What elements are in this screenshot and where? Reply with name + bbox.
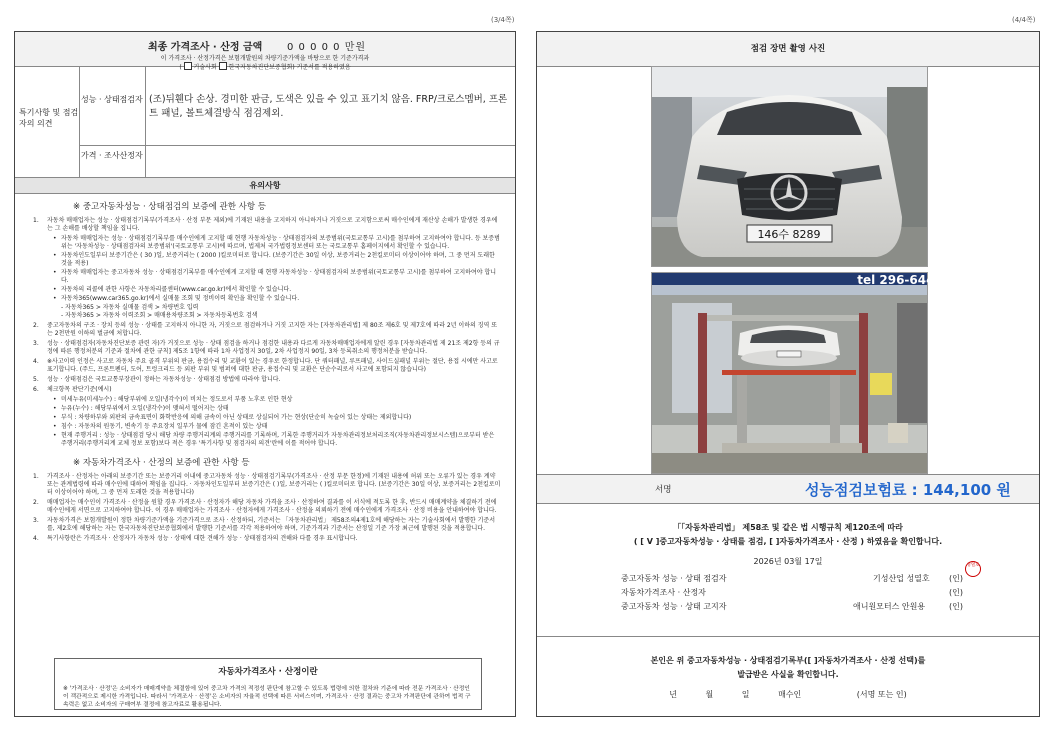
section2-heading: ※ 자동차가격조사 · 산정의 보증에 관한 사항 등	[73, 458, 250, 468]
day-label: 일	[741, 690, 750, 699]
list-subitem: • 부식 : 차량하부와 외판의 금속표면이 화학반응에 의해 금속이 아닌 상태로 상실되어 가는 현상(단순히 녹슬어 있는 상태는 제외합니다)	[53, 414, 412, 421]
perf-opinion-text: (조)뒤휀다 손상. 경미한 판금, 도색은 있을 수 있고 표기치 않음. FRP/크로스멤버, 프론트 패널, 볼트체결방식 점검제외.	[149, 94, 508, 119]
month-label: 월	[705, 690, 714, 699]
notifier-seal-mark: (인)	[949, 602, 963, 611]
opinion-label: 특기사항 및 점검자의 의견	[19, 108, 79, 128]
perf-label: 성능 · 상태점검자	[81, 95, 143, 104]
list-item: 4. ※사고이력 인정은 사고로 자동차 주요 골격 부위의 판금, 용접수리 및 교환이 있는 경우로 한정합니다. 단 쿼터패널, 루프패널, 사이드실패널 부위는 절단, 용접 시에만 사고로 표기합니다. (주드, 프론트펜더, 도어, 트렁크리드 등 외판 부위 및 범퍼에 대한 판금, 용접수리 및 교환은 단순수리로서 사고에 포함되지 않습니다)	[33, 358, 498, 373]
section1-heading: ※ 중고자동차성능 · 상태점검의 보증에 관한 사항 등	[73, 202, 266, 212]
inspector-seal-mark: (인)	[949, 574, 963, 583]
price-title: 최종 가격조사 · 산정 금액	[148, 42, 263, 53]
pricing-definition-text: ※ '가격조사 · 산정'은 소비자가 매매계약을 체결함에 있어 중고차 가격의 적정성 판단에 참고할 수 있도록 법령에 의한 절차와 기준에 따라 전문 가격조사 · 산정인이 객관적으로 제시한 가격입니다. 따라서 '가격조사 · 산정'은 소비자의 자율적 선택에 따른 서비스이며, 가격조사 · 산정 결과는 중고차 가격판단에 관하여 법적 구속력은 없고 소비자의 구매여부 결정에 참고자료로 활용됩니다.	[63, 686, 471, 708]
buyer-sign-line	[537, 689, 1039, 700]
section2-list	[33, 473, 501, 543]
law-statement-line1: 「「자동차관리법」 제58조 및 같은 법 시행규칙 제120조에 따라	[673, 523, 903, 532]
price-row	[79, 145, 515, 177]
list-item: 4. 특기사항란은 가격조사 · 산정자가 자동차 성능 · 상태에 대한 견해가 성능 · 상태점검자의 견해와 다를 경우 표시합니다.	[33, 535, 358, 542]
list-subitem: • 자동차인도일부터 보증기간은 ( 30 )일, 보증거리는 ( 2000 )킬로미터로 합니다. (보증기간은 30일 이상, 보증거리는 2천킬로미터 이상이어야 하며, 그 중 먼저 도래한 것을 적용)	[53, 252, 495, 267]
list-item: 1. 자동차 매매업자는 성능 · 상태점검기록부(가격조사 · 산정 부문 제외)에 기재된 내용을 고지하지 아니하거나 거짓으로 고지함으로써 매수인에게 재산상 손해가 발생한 경우에는 그 손해를 배상할 책임을 집니다.	[33, 217, 498, 232]
photo-section-title: 점검 장면 촬영 사진	[537, 32, 1039, 67]
buyer-signature-field[interactable]: (서명 또는 인)	[856, 690, 907, 699]
list-subitem: • 현재 주행거리 : 성능 · 상태점검 당시 해당 차량 주행거리계의 주행거리를 기록하며, 기록한 주행거리가 자동차관리정보처리조직(자동차관리정보시스템)으로부터 받은 주행거리(주행거리계 교체 정보 포함)보다 적은 경우 '특기사항 및 점검자의 의견'란에 이를 적어야 합니다.	[53, 432, 495, 447]
list-item: 2. 매매업자는 매수인이 가격조사 · 산정을 원할 경우 가격조사 · 산정자가 해당 자동차 가격을 조사 · 산정하여 결과를 이 서식에 적도록 한 후, 반드시 매매계약을 체결하기 전에 매수인에게 서면으로 고지하여야 합니다. 이 경우 매매업자는 가격조사 · 산정자에게 가격조사 · 산정을 의뢰하기 전에 매수인에게 가격조사 · 산정 비용을 안내하여야 합니다.	[33, 499, 497, 514]
list-subitem: • 자동차의 리콜에 관한 사항은 자동차리콜센터(www.car.go.kr)에서 확인할 수 있습니다.	[53, 286, 292, 293]
lift-inspection-photo	[651, 272, 943, 474]
list-subitem: - 자동차365 > 자동차 이력조회 > 매매용차량조회 > 자동차등록번호 검색	[61, 312, 258, 319]
list-subitem: • 자동차 매매업자는 성능 · 상태점검기록부를 매수인에게 고지할 때 현행 자동차성능 · 상태점검자의 보증범위(국토교통부 고시)를 첨부하여 고지하여야 합니다. 등 보증범위는 '자동차성능 · 상태점검자의 보증범위'(국토교통부 고시)에 따르며, 법제처 국가법령정보센터 또는 국토교통부 홈페이지에서 확인할 수 있습니다.	[53, 235, 500, 250]
list-subitem: - 자동차365 > 자동차 실매물 검색 > 차량번호 입력	[61, 304, 199, 311]
notice-title: 유의사항	[15, 178, 515, 194]
insurance-fee: 성능점검보험료 : 144,100 원	[805, 481, 1011, 499]
price-note-line1: 이 가격조사 · 산정가격은 보험개발원의 차량기준가액을 바탕으로 한 기준가격과	[160, 55, 370, 62]
list-subitem: • 침수 : 자동차의 원동기, 변속기 등 주요장치 일부가 물에 잠긴 흔적이 있는 상태	[53, 423, 268, 430]
page-number-left: (3/4쪽)	[491, 16, 515, 24]
list-item: 3. 자동차가격은 보험개발원이 정한 차량기준가액을 기준가격으로 조사 · 산정하되, 기준서는 「자동차관리법」 제58조의4제1호에 해당하는 자는 기술사회에서 발행한 기준서를, 제2호에 해당하는 자는 한국자동차진단보증협회에서 발행한 기준서를 각각 적용하여야 하며, 기준가격과 기준서는 산정일 기준 가장 최근에 발행된 것을 적용합니다.	[33, 517, 496, 532]
option-association: 한국자동차진단보증협회) 기준서를 적용하였음	[228, 64, 351, 71]
price-amount: 0 0 0 0 0 만원	[287, 42, 367, 53]
buyer-confirm-line2: 발급받은 사실을 확인합니다.	[737, 670, 839, 679]
price-label: 가격 · 조사산정자	[81, 151, 143, 160]
inspector-name: 기성산업 성열호	[873, 574, 930, 583]
page-number-right: (4/4쪽)	[1012, 16, 1036, 24]
shop-phone-sign: tel 296-6444	[857, 273, 943, 287]
opinion-section	[15, 67, 515, 178]
right-page	[536, 31, 1040, 717]
role-price-assessor: 자동차가격조사 · 산정자	[621, 588, 706, 597]
list-item: 1. 가격조사 · 산정자는 아래의 보증기간 또는 보증거리 이내에 중고자동차 성능 · 상태점검기록부(가격조사 · 산정 부문 한정)에 기재된 내용에 허위 또는 오류가 있는 경우 계약 또는 관계법령에 따라 매수인에 대하여 책임을 집니다. · 자동차인도일부터 보증기간은 ( )일, 보증거리는 ( )킬로미터로 합니다. (보증기간은 30일 이상, 보증거리는 2천킬로미터 이상이어야 하며, 그 중 먼저 도래한 것을 적용합니다)	[33, 473, 501, 496]
inspection-date: 2026년 03월 17일	[753, 557, 823, 566]
list-subitem: • 자동차365(www.car365.go.kr)에서 실매물 조회 및 정비이력 확인을 확인할 수 있습니다.	[53, 295, 300, 302]
assessor-seal-mark: (인)	[949, 588, 963, 597]
paren: (	[179, 64, 182, 71]
year-label: 년	[669, 690, 677, 699]
role-inspector: 중고자동차 성능 · 상태 점검자	[621, 574, 727, 583]
signature-row	[537, 474, 1039, 504]
list-item: 3. 성능 · 상태점검자(자동차진단보증 관련 자)가 거짓으로 성능 · 상태 점검을 하거나 점검한 내용과 다르게 자동차매매업자에게 알린 경우 [자동차관리법 제 21조 제2항 등의 규정에 따른 행정처분의 기준과 절차에 관한 규칙] 제5조 1항에 따라 1차 사업정지 30일, 2차 사업정지 90일, 3차 등록취소의 행정처분을 받습니다.	[33, 340, 500, 355]
pricing-definition-title: 자동차가격조사 · 산정이란	[218, 667, 318, 677]
opinion-label-cell	[15, 67, 80, 177]
option-tech-society: 기술사회	[193, 64, 217, 71]
buyer-label: 매수인	[778, 690, 802, 699]
left-page	[14, 31, 516, 717]
price-header	[15, 32, 515, 71]
list-subitem: • 자동차 매매업자는 중고자동차 성능 · 상태점검기록부를 매수인에게 고지할 때 현행 자동차성능 · 상태점검자의 보증범위(국토교통부 고시)를 첨부하여 고지하여야 합니다.	[53, 269, 497, 284]
perf-row	[79, 67, 515, 146]
law-statement-line2: ( [ V ]중고자동차성능 · 상태를 점검, [ ]자동차가격조사 · 산정 ) 하였음을 확인합니다.	[633, 537, 943, 546]
list-subitem: • 누유(누수) : 해당부위에서 오일(냉각수)이 맺혀서 떨어지는 상태	[53, 405, 229, 412]
role-notifier: 중고자동차 성능 · 상태 고지자	[621, 602, 727, 611]
car-front-photo	[651, 66, 928, 267]
list-item: 5. 성능 · 상태점검은 국토교통부장관이 정하는 자동차성능 · 상태점검 방법에 따라야 합니다.	[33, 376, 281, 383]
section1-list	[33, 217, 501, 448]
license-plate-text: 146수 8289	[757, 228, 821, 241]
seal-stamp	[965, 561, 981, 577]
list-item: 2. 중고자동차의 구조 · 장치 등의 성능 · 상태를 고지하지 아니한 자, 거짓으로 점검하거나 거짓 고지한 자는 [자동차관리법] 제 80조 제6호 및 제7호에 따라 2년 이하의 징역 또는 2천만원 이하의 벌금에 처합니다.	[33, 322, 498, 337]
buyer-confirm-line1: 본인은 위 중고자동차성능 · 상태점검기록부([ ]자동차가격조사 · 산정 선택)를	[650, 656, 926, 665]
pricing-definition-box	[54, 658, 482, 710]
list-subitem: • 미세누유(미세누수) : 해당부위에 오일(냉각수)이 비치는 정도로서 부품 노후로 인한 현상	[53, 396, 293, 403]
list-item: 6. 체크항목 판단기준(예시)	[33, 386, 112, 393]
signature-label: 서명	[655, 485, 672, 495]
buyer-confirmation	[537, 636, 1039, 719]
notifier-name: 애니원모터스 안원용	[853, 602, 926, 611]
seal-stamp-text: 성열호	[966, 563, 980, 568]
